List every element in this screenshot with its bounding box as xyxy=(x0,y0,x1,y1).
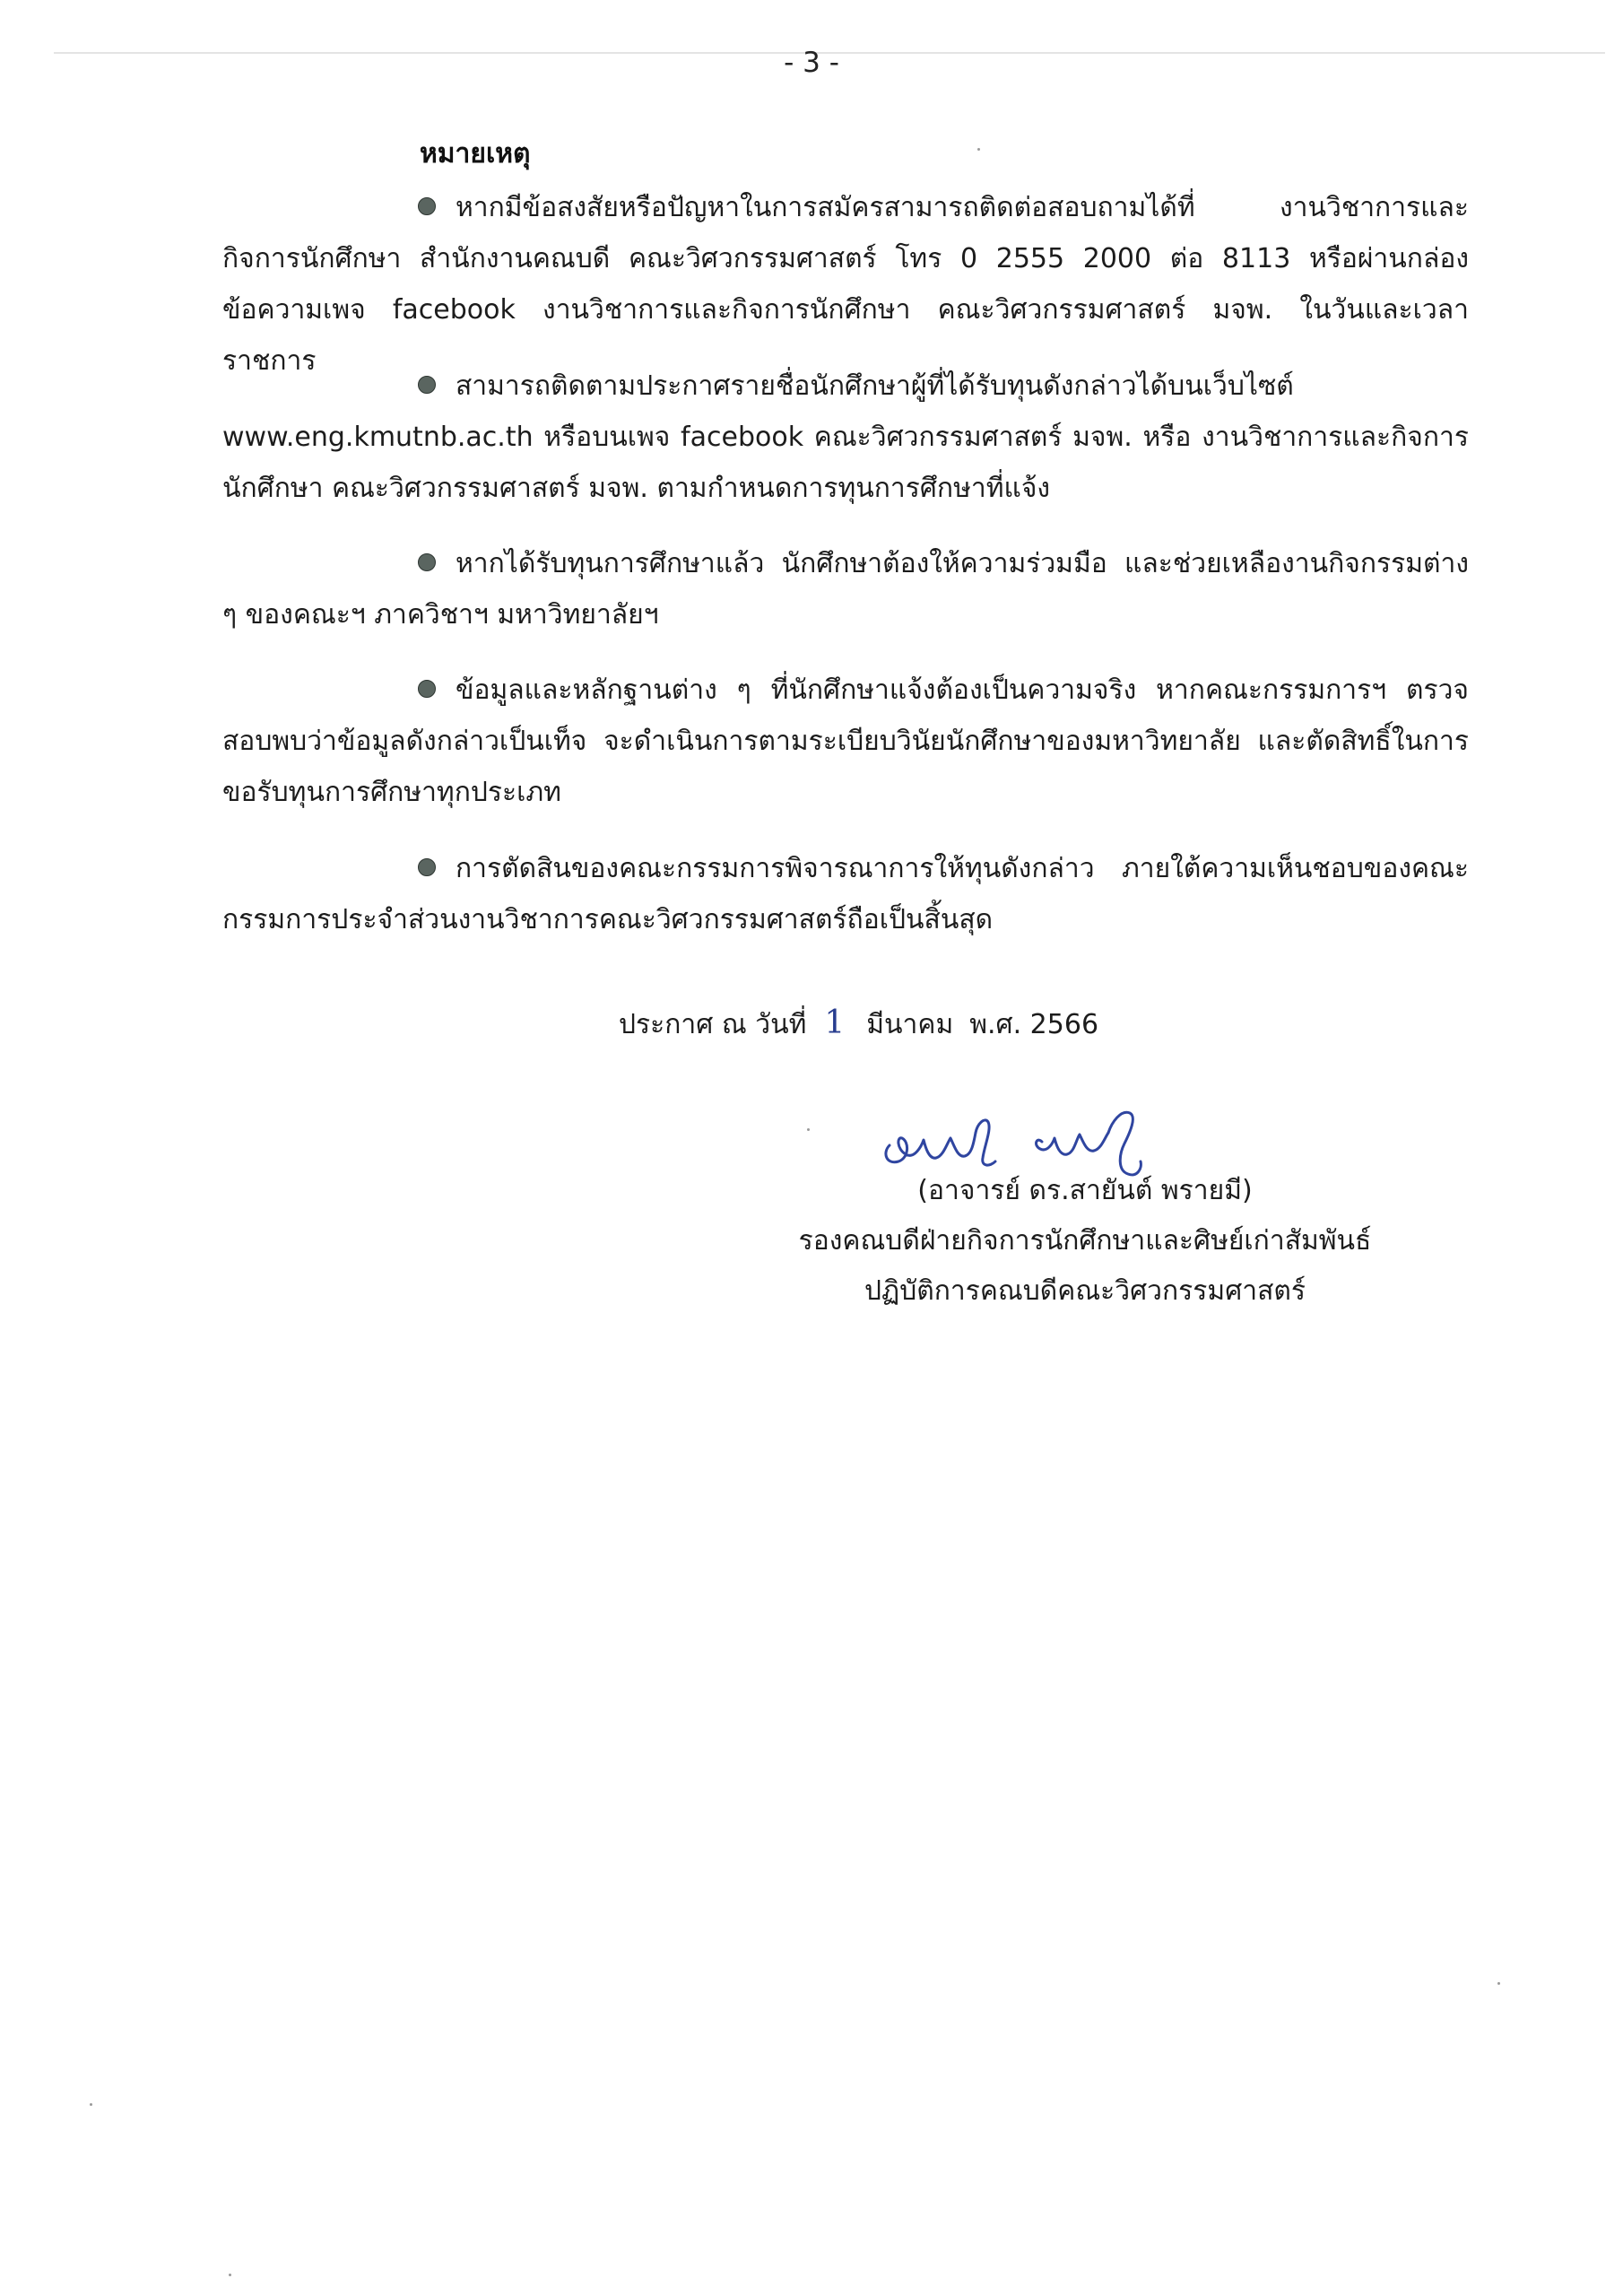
page-number: - 3 - xyxy=(784,47,839,79)
note-text: สามารถติดตามประกาศรายชื่อนักศึกษาผู้ที่ได้รับทุนดังกล่าวได้บนเว็บไซต์ www.eng.kmutnb.ac.th หรือบนเพจ facebook คณะวิศวกรรมศาสตร์ มจพ. หรือ งานวิชาการและกิจการนักศึกษา คณะวิศวกรรมศาสตร์ มจพ. ตามกำหนดการทุนการศึกษาที่แจ้ง xyxy=(222,370,1469,504)
announcement-prefix: ประกาศ ณ วันที่ xyxy=(619,1009,807,1040)
note-item-3 xyxy=(222,538,1469,640)
bullet-icon xyxy=(418,553,436,571)
bullet-icon xyxy=(418,197,436,215)
signatory-name: (อาจารย์ ดร.สายันต์ พรายมี) xyxy=(917,1175,1253,1206)
notes-heading: หมายเหตุ xyxy=(420,138,531,170)
note-item-4 xyxy=(222,665,1469,818)
signatory-block xyxy=(735,1166,1435,1317)
announcement-year: พ.ศ. 2566 xyxy=(969,1009,1099,1040)
scan-speck xyxy=(90,2103,92,2106)
scan-speck xyxy=(1497,1982,1500,1985)
scan-speck xyxy=(807,1128,810,1131)
note-text: การตัดสินของคณะกรรมการพิจารณาการให้ทุนดังกล่าว ภายใต้ความเห็นชอบของคณะกรรมการประจำส่วนงานวิชาการคณะวิศวกรรมศาสตร์ถือเป็นสิ้นสุด xyxy=(222,853,1469,935)
note-text: ข้อมูลและหลักฐานต่าง ๆ ที่นักศึกษาแจ้งต้องเป็นความจริง หากคณะกรรมการฯ ตรวจสอบพบว่าข้อมูลดังกล่าวเป็นเท็จ จะดำเนินการตามระเบียบวินัยนักศึกษาของมหาวิทยาลัย และตัดสิทธิ์ในการขอรับทุนการศึกษาทุกประเภท xyxy=(222,674,1469,808)
announcement-day: 1 xyxy=(824,1004,846,1041)
bullet-icon xyxy=(418,858,436,876)
signatory-acting-role: ปฏิบัติการคณบดีคณะวิศวกรรมศาสตร์ xyxy=(864,1275,1306,1307)
bullet-icon xyxy=(418,680,436,698)
note-item-5 xyxy=(222,843,1469,945)
note-item-2 xyxy=(222,361,1469,514)
signatory-title: รองคณบดีฝ่ายกิจการนักศึกษาและศิษย์เก่าสัมพันธ์ xyxy=(798,1225,1372,1257)
note-text: หากมีข้อสงสัยหรือปัญหาในการสมัครสามารถติดต่อสอบถามได้ที่ งานวิชาการและกิจการนักศึกษา สำนักงานคณบดี คณะวิศวกรรมศาสตร์ โทร 0 2555 2000 ต่อ 8113 หรือผ่านกล่องข้อความเพจ facebook งานวิชาการและกิจการนักศึกษา คณะวิศวกรรมศาสตร์ มจพ. ในวันและเวลาราชการ xyxy=(222,192,1469,377)
scan-speck xyxy=(229,2274,231,2276)
announcement-month: มีนาคม xyxy=(866,1009,954,1040)
announcement-date xyxy=(619,1004,1098,1046)
bullet-icon xyxy=(418,376,436,394)
note-item-1 xyxy=(222,182,1469,387)
scan-speck xyxy=(977,148,980,151)
note-text: หากได้รับทุนการศึกษาแล้ว นักศึกษาต้องให้ความร่วมมือ และช่วยเหลืองานกิจกรรมต่าง ๆ ของคณะฯ ภาควิชาฯ มหาวิทยาลัยฯ xyxy=(222,548,1469,631)
